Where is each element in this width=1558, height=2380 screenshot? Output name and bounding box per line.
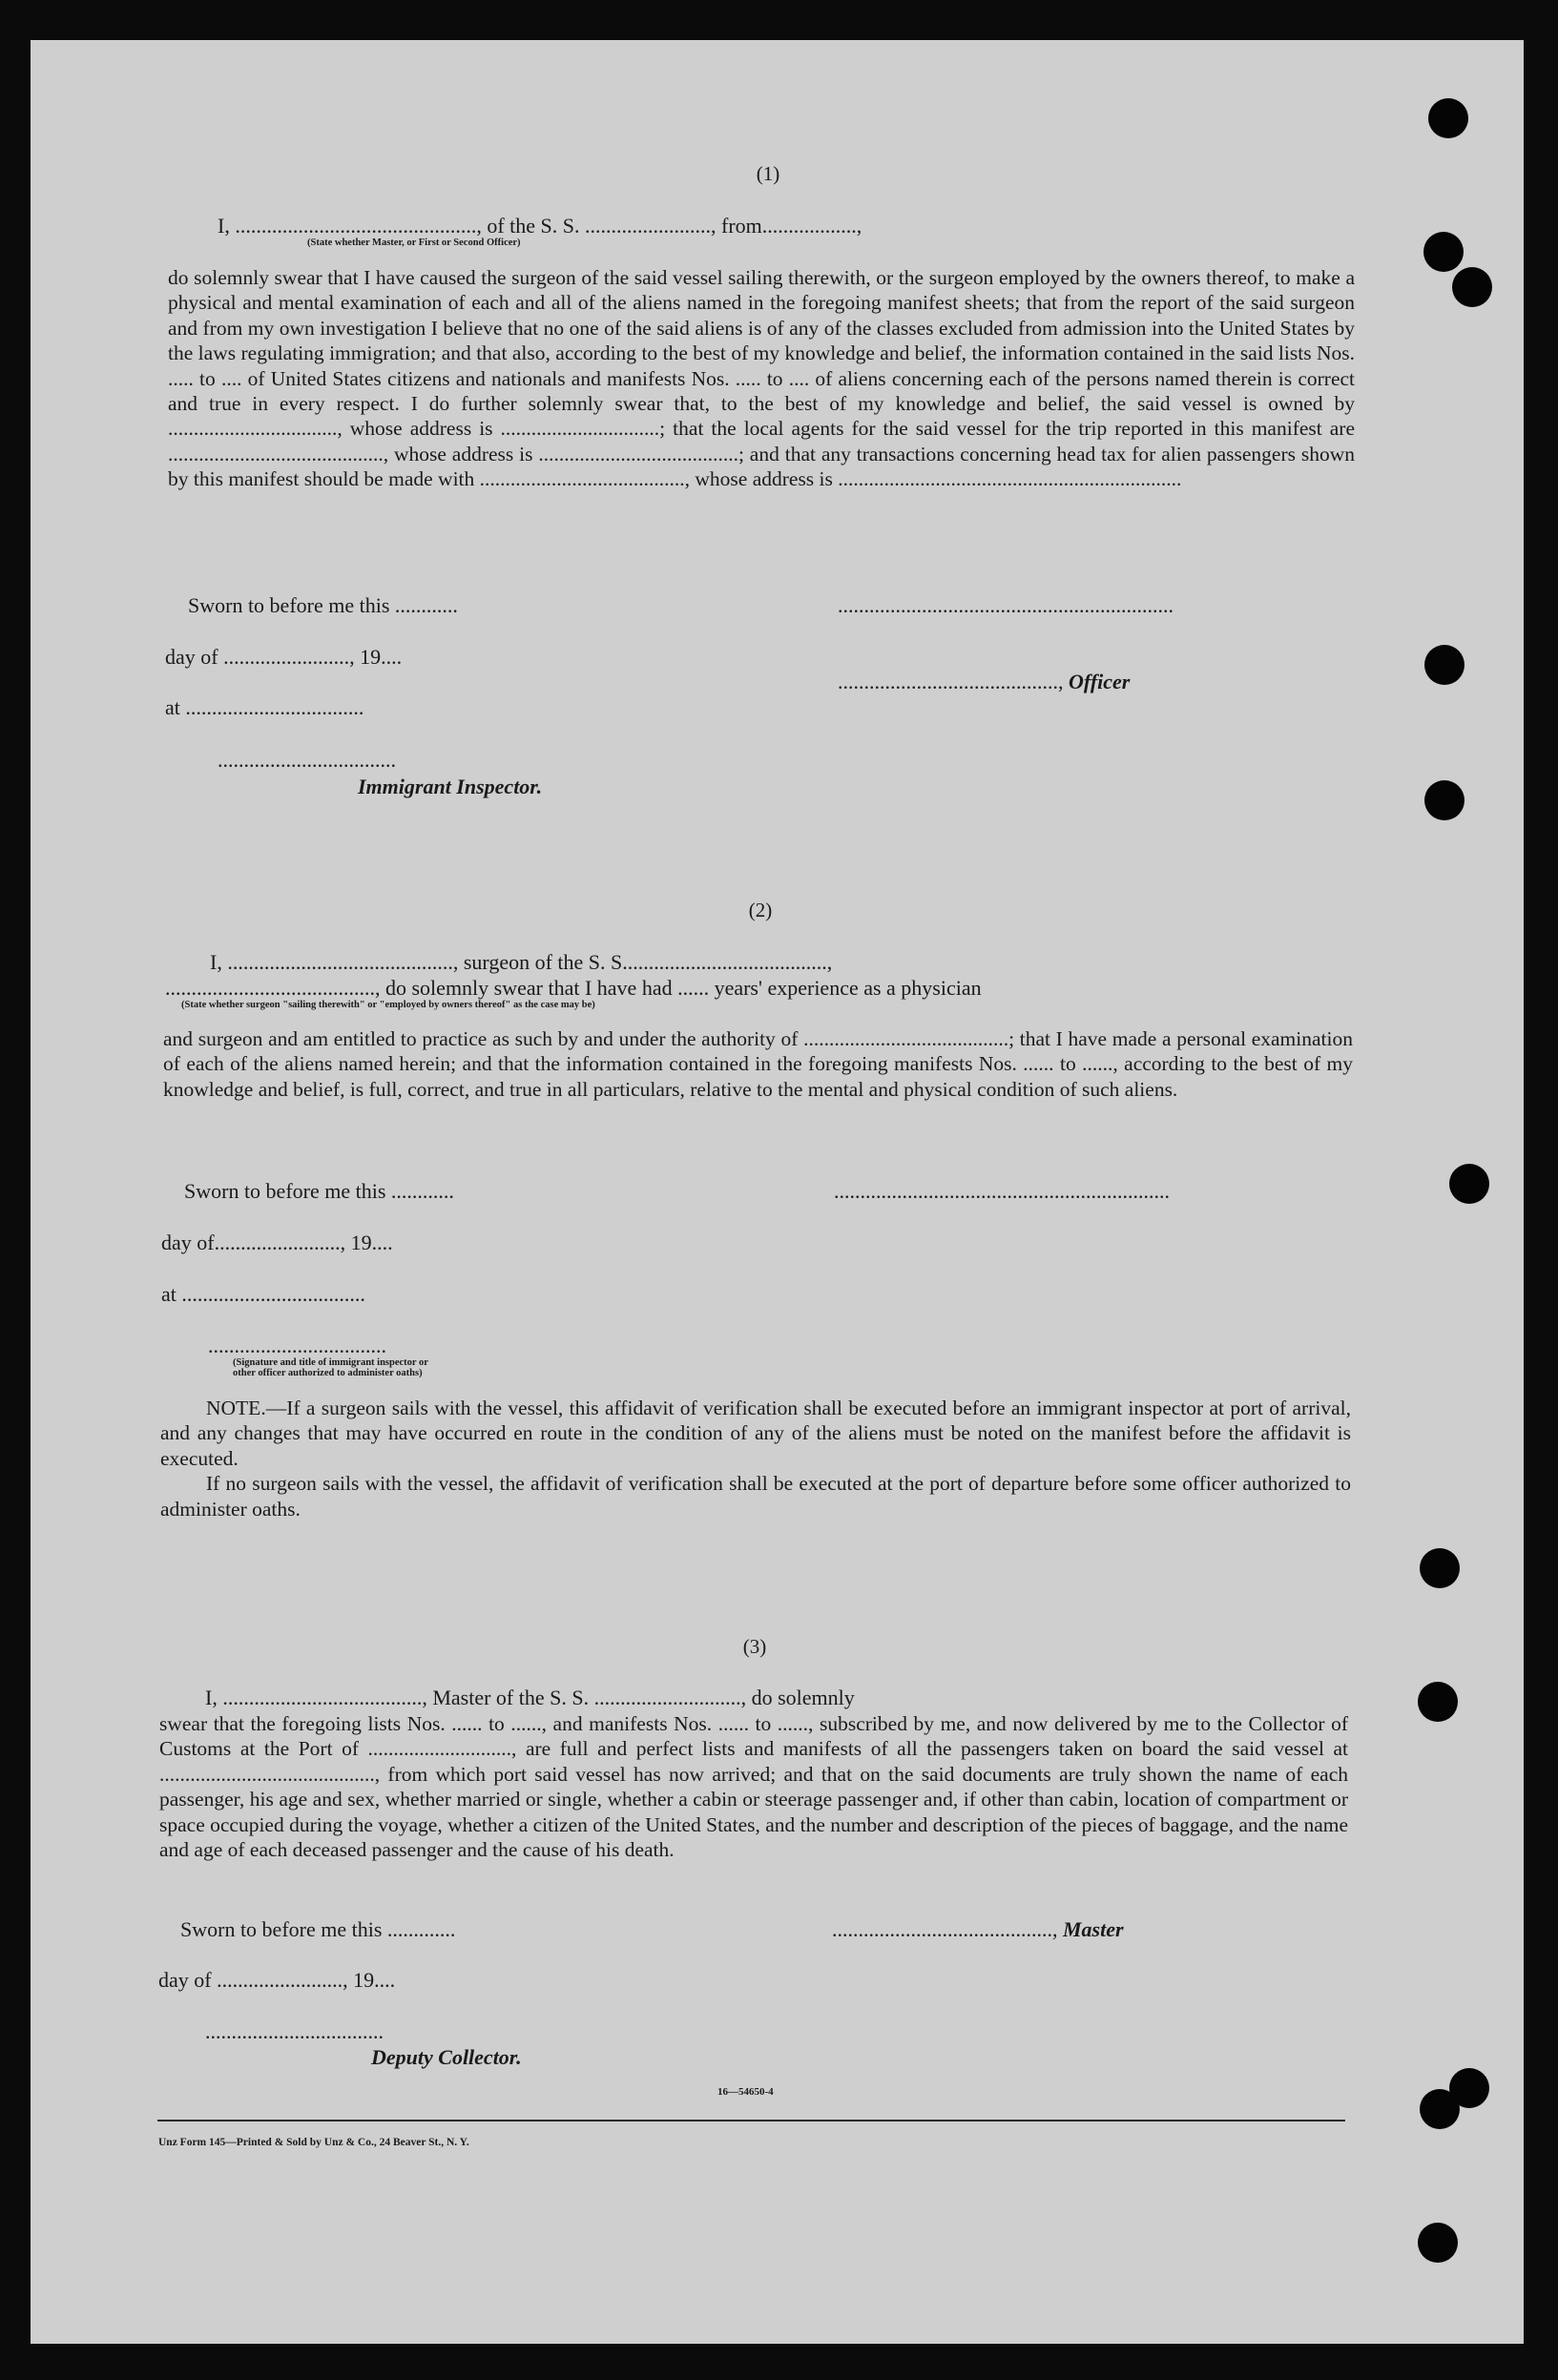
authorized-officer-caption-2: other officer authorized to administer oaths) xyxy=(233,1368,423,1378)
surgeon-oath-paragraph xyxy=(163,1026,1353,1102)
verification-note xyxy=(160,1396,1351,1521)
sworn-line-2: Sworn to before me this ............ xyxy=(184,1179,454,1203)
surgeon-oath-text: and surgeon and am entitled to practice as such by and under the authority of ........................................; that I have made a personal examination of each of the aliens named herein; and that the information contained in the foregoing manifests Nos. ...... to ......, according to the best of my knowledge and belief, is full, correct, and true in all particulars, relative to the mental and physical condition of such aliens. xyxy=(163,1027,1353,1101)
section-1-heading: (1) xyxy=(756,162,780,185)
surgeon-declaration-line: I, ..........................................., surgeon of the S. S......................................., xyxy=(210,950,833,974)
master-oath-text: do solemnly swear that I have caused the surgeon of the said vessel sailing therewith, or the surgeon employed by the owners thereof, to make a physical and mental examination of each and all of the aliens named in the foregoing manifest sheets; that from the report of the said surgeon and from my own investigation I believe that no one of the said aliens is of any of the classes excluded from admission into the United States by the laws regulating immigration; and that also, according to the best of my knowledge and belief, the information contained in the said lists Nos. ..... to .... of United States citizens and nationals and manifests Nos. ..... to .... of aliens concerning each of the persons named therein is correct and true in every respect. I do further solemnly swear that, to the best of my knowledge and belief, the said vessel is owned by ................................., whose address is ...............................; that the local agents for the said vessel for the trip reported in this manifest are .........................................., whose address is .......................................; and that any transactions concerning head tax for alien passengers shown by this manifest should be made with ........................................, whose address is ................................................................... xyxy=(168,266,1355,491)
collector-declaration-line: I, ......................................, Master of the S. S. ............................, do solemnly xyxy=(205,1686,855,1709)
officer-caption: (State whether Master, or First or Second Officer) xyxy=(307,238,521,248)
punch-hole xyxy=(1452,267,1492,307)
note-paragraph-1: NOTE.—If a surgeon sails with the vessel, this affidavit of verification shall be executed before an immigrant inspector at port of arrival, and any changes that may have occurred en route in the condition of any of the aliens must be noted on the manifest before the affidavit is executed. xyxy=(160,1397,1351,1470)
signature-line-2: ................................................................ xyxy=(834,1179,1170,1203)
deputy-collector-label: Deputy Collector. xyxy=(371,2045,522,2069)
punch-hole xyxy=(1424,645,1465,685)
surgeon-experience-line: ........................................, do solemnly swear that I have had ...... years' experience as a physician xyxy=(165,976,982,1000)
footer-rule xyxy=(157,2120,1345,2121)
day-of-line-3: day of ........................, 19.... xyxy=(158,1968,396,1992)
punch-hole xyxy=(1420,1548,1460,1588)
at-line-2: at ................................... xyxy=(161,1282,365,1306)
officer-signature-line xyxy=(838,670,1130,694)
punch-hole xyxy=(1420,2089,1460,2129)
master-dots: .........................................., xyxy=(832,1917,1058,1941)
master-label: Master xyxy=(1063,1917,1124,1941)
authorized-officer-signature-line: .................................. xyxy=(208,1334,386,1357)
punch-hole xyxy=(1418,1682,1458,1722)
sworn-line-3: Sworn to before me this ............. xyxy=(180,1917,456,1941)
form-number: 16—54650-4 xyxy=(717,2086,774,2098)
punch-hole xyxy=(1449,1164,1489,1204)
officer-label: Officer xyxy=(1069,670,1131,693)
day-of-line-1: day of ........................, 19.... xyxy=(165,645,403,669)
master-oath-paragraph xyxy=(168,265,1355,492)
sworn-line-1: Sworn to before me this ............ xyxy=(188,593,458,617)
collector-oath-paragraph xyxy=(159,1711,1348,1862)
day-of-line-2: day of........................, 19.... xyxy=(161,1231,393,1254)
master-signature-line xyxy=(832,1917,1124,1942)
punch-hole xyxy=(1424,780,1465,820)
officer-dots: .........................................., xyxy=(838,670,1064,693)
inspector-signature-line: .................................. xyxy=(218,748,396,772)
immigrant-inspector-label: Immigrant Inspector. xyxy=(358,775,543,798)
signature-line-1: ................................................................ xyxy=(838,593,1174,617)
section-2-heading: (2) xyxy=(748,899,773,921)
section-3-heading: (3) xyxy=(742,1635,767,1658)
punch-hole xyxy=(1428,98,1468,138)
master-declaration-line: I, .............................................., of the S. S. ........................, from.................., xyxy=(218,214,862,238)
authorized-officer-caption-1: (Signature and title of immigrant inspector or xyxy=(233,1357,428,1368)
collector-signature-line: .................................. xyxy=(205,2019,384,2043)
at-line-1: at .................................. xyxy=(165,695,364,719)
punch-hole xyxy=(1423,232,1464,272)
surgeon-caption: (State whether surgeon "sailing therewith" or "employed by owners thereof" as the case may be) xyxy=(181,1000,595,1010)
collector-oath-text: swear that the foregoing lists Nos. ...... to ......, and manifests Nos. ...... to ......, subscribed by me, and now delivered by me to the Collector of Customs at the Port of ............................, are full and perfect lists and manifests of all the passengers taken on board the said vessel at .........................................., from which port said vessel has now arrived; and that on the said documents are truly shown the name of each passenger, his age and sex, whether married or single, whether a cabin or steerage passenger and, if other than cabin, location of compartment or space occupied during the voyage, whether a citizen of the United States, and the number and description of the pieces of baggage, and the name and age of each deceased passenger and the cause of his death. xyxy=(159,1712,1348,1862)
printer-imprint: Unz Form 145—Printed & Sold by Unz & Co., 24 Beaver St., N. Y. xyxy=(158,2137,469,2148)
note-paragraph-2: If no surgeon sails with the vessel, the affidavit of verification shall be executed at the port of departure before some officer authorized to administer oaths. xyxy=(160,1472,1351,1521)
punch-hole xyxy=(1418,2223,1458,2263)
